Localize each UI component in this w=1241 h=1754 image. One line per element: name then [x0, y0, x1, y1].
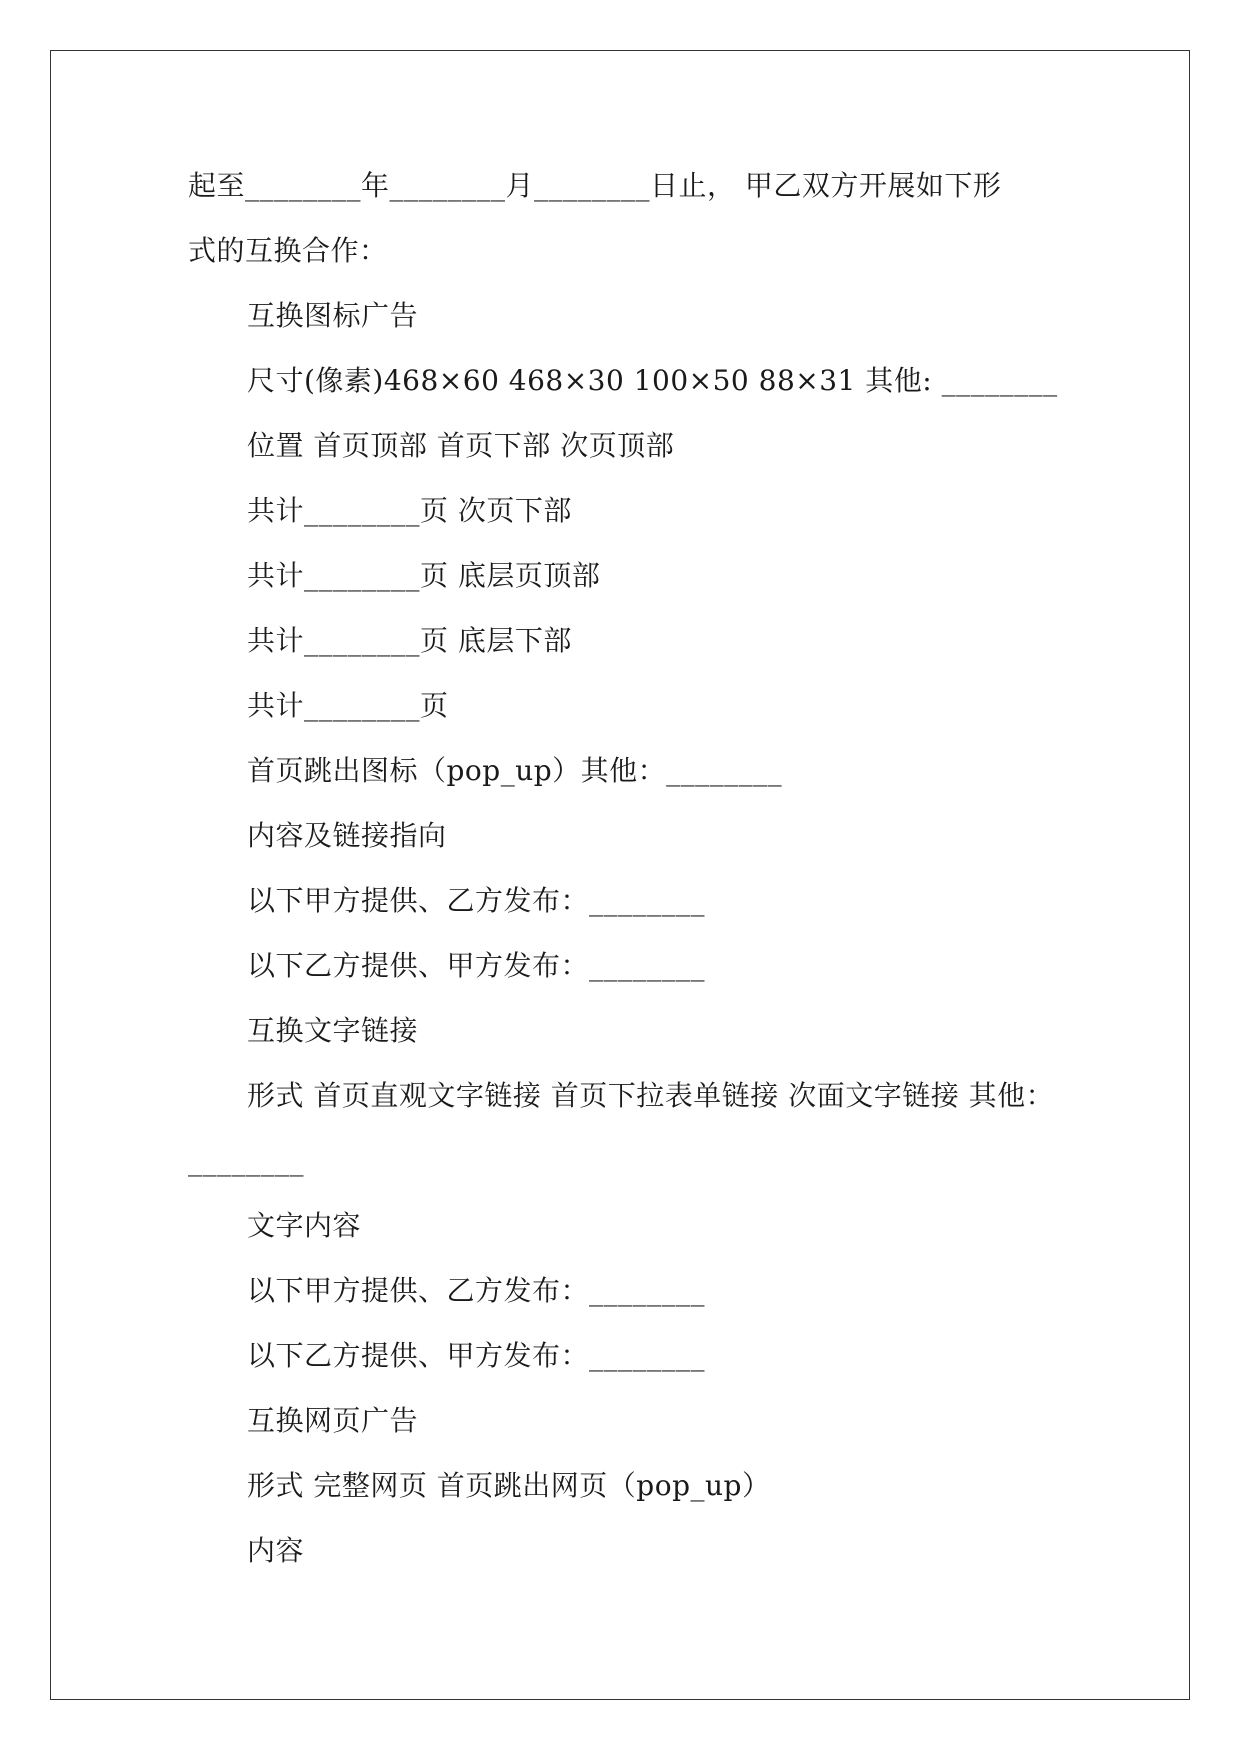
text-line-total-4: 共计________页 — [247, 689, 449, 722]
text-line-blank: ________ — [188, 1144, 304, 1177]
text-line-period: 起至________年________月________日止， 甲乙双方开展如下形 — [188, 169, 1002, 202]
text-line-total-3: 共计________页 底层下部 — [247, 624, 572, 657]
heading-webpage-ads: 互换网页广告 — [247, 1404, 419, 1437]
text-line-party-b-provides-2: 以下乙方提供、甲方发布：________ — [247, 1339, 706, 1372]
text-line-popup-icon: 首页跳出图标（pop_up）其他：________ — [247, 754, 783, 787]
text-line-party-a-provides-2: 以下甲方提供、乙方发布：________ — [247, 1274, 706, 1307]
text-line-link-format: 形式 首页直观文字链接 首页下拉表单链接 次面文字链接 其他： — [247, 1079, 1055, 1112]
text-line-party-b-provides-1: 以下乙方提供、甲方发布：________ — [247, 949, 706, 982]
text-line-size: 尺寸(像素)468×60 468×30 100×50 88×31 其他: ________ — [247, 364, 1058, 397]
document-body — [188, 153, 1088, 1583]
text-line-cooperation: 式的互换合作： — [188, 234, 388, 267]
heading-text-links: 互换文字链接 — [247, 1014, 419, 1047]
text-line-position: 位置 首页顶部 首页下部 次页顶部 — [247, 429, 675, 462]
text-line-party-a-provides-1: 以下甲方提供、乙方发布：________ — [247, 884, 706, 917]
text-line-webpage-format: 形式 完整网页 首页跳出网页（pop_up） — [247, 1469, 771, 1502]
heading-icon-ads: 互换图标广告 — [247, 299, 419, 332]
text-line-total-1: 共计________页 次页下部 — [247, 494, 572, 527]
text-line-total-2: 共计________页 底层页顶部 — [247, 559, 601, 592]
heading-content-links: 内容及链接指向 — [247, 819, 447, 852]
heading-text-content: 文字内容 — [247, 1209, 362, 1242]
heading-content: 内容 — [247, 1534, 305, 1567]
